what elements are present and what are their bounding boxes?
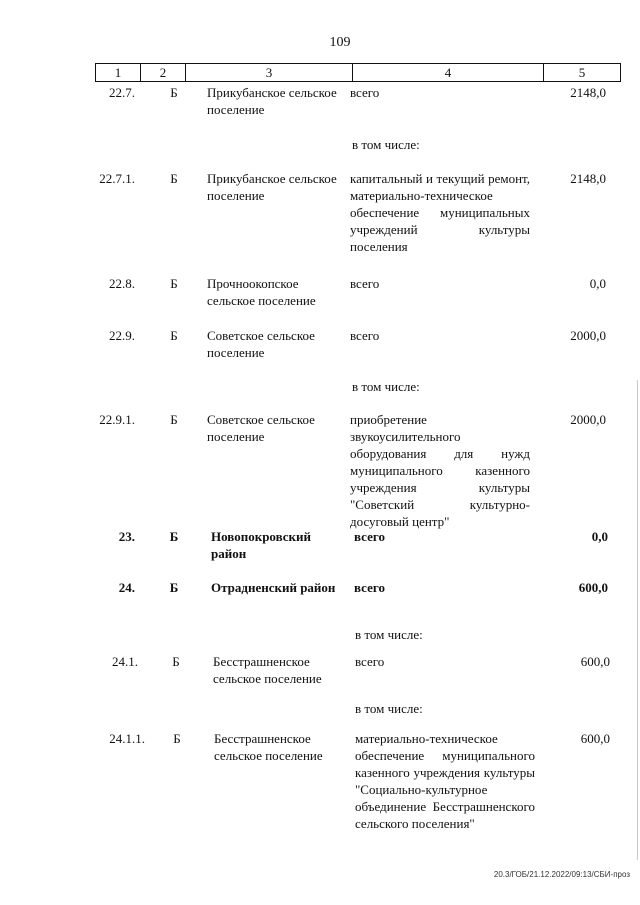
- row-value: 2000,0: [570, 412, 606, 427]
- row-name: Новопокровский район: [211, 529, 312, 561]
- row-value: 600,0: [580, 654, 610, 669]
- row-description: всего: [350, 328, 380, 343]
- page-number: 109: [329, 35, 351, 50]
- row-name: Советское сельское поселение: [207, 328, 315, 360]
- subheader-label: в том числе:: [352, 137, 420, 152]
- row-number: 22.8.: [109, 276, 135, 291]
- row-name: Советское сельское поселение: [207, 412, 315, 444]
- row-value: 2148,0: [570, 85, 606, 100]
- row-number: 22.9.: [109, 328, 135, 343]
- row-type: Б: [170, 276, 178, 291]
- row-type: Б: [173, 731, 181, 746]
- row-description: всего: [354, 529, 385, 544]
- row-number: 23.: [118, 529, 135, 544]
- column-header-5: 5: [544, 64, 621, 82]
- row-type: Б: [170, 328, 178, 343]
- column-header-4: 4: [353, 64, 544, 82]
- column-header-1: 1: [96, 64, 141, 82]
- row-number: 24.1.: [112, 654, 138, 669]
- row-value: 2148,0: [570, 171, 606, 186]
- row-description: всего: [355, 654, 385, 669]
- subheader-label: в том числе:: [355, 701, 423, 716]
- column-header-table: [95, 63, 621, 82]
- row-name: Отрадненский район: [211, 580, 336, 595]
- row-number: 24.1.1.: [109, 731, 145, 746]
- row-number: 22.9.1.: [99, 412, 135, 427]
- row-value: 0,0: [589, 276, 606, 291]
- row-number: 22.7.: [109, 85, 135, 100]
- subheader-label: в том числе:: [352, 379, 420, 394]
- scan-margin-line: [637, 380, 638, 860]
- row-value: 600,0: [578, 580, 608, 595]
- row-type: Б: [170, 412, 178, 427]
- row-value: 2000,0: [570, 328, 606, 343]
- row-type: Б: [169, 529, 179, 544]
- row-type: Б: [170, 171, 178, 186]
- row-description: всего: [350, 85, 380, 100]
- row-description: приобретение звукоусилительного оборудования для нужд муниципального казенного учреждения культуры "Советский культурно-досуговый центр": [350, 412, 530, 529]
- row-description: всего: [350, 276, 380, 291]
- row-number: 22.7.1.: [99, 171, 135, 186]
- column-header-2: 2: [141, 64, 186, 82]
- row-name: Бесстрашненское сельское поселение: [213, 654, 322, 686]
- row-name: Прикубанское сельское поселение: [207, 171, 337, 203]
- row-name: Прочноокопское сельское поселение: [207, 276, 316, 308]
- row-type: Б: [169, 580, 179, 595]
- row-value: 600,0: [580, 731, 610, 746]
- row-type: Б: [170, 85, 178, 100]
- row-number: 24.: [118, 580, 135, 595]
- row-name: Прикубанское сельское поселение: [207, 85, 337, 117]
- row-value: 0,0: [591, 529, 608, 544]
- footer-code: 20.3/ГОБ/21.12.2022/09:13/СБИ-проз: [493, 870, 630, 879]
- row-description: материально-техническое обеспечение муниципального казенного учреждения культуры "Социально-культурное объединение Бесстрашненского сельского поселения": [355, 731, 535, 831]
- column-header-3: 3: [186, 64, 353, 82]
- subheader-label: в том числе:: [355, 627, 423, 642]
- row-type: Б: [172, 654, 180, 669]
- row-name: Бесстрашненское сельское поселение: [214, 731, 323, 763]
- row-description: всего: [354, 580, 385, 595]
- row-description: капитальный и текущий ремонт, материально-техническое обеспечение муниципальных учреждений культуры поселения: [350, 171, 530, 254]
